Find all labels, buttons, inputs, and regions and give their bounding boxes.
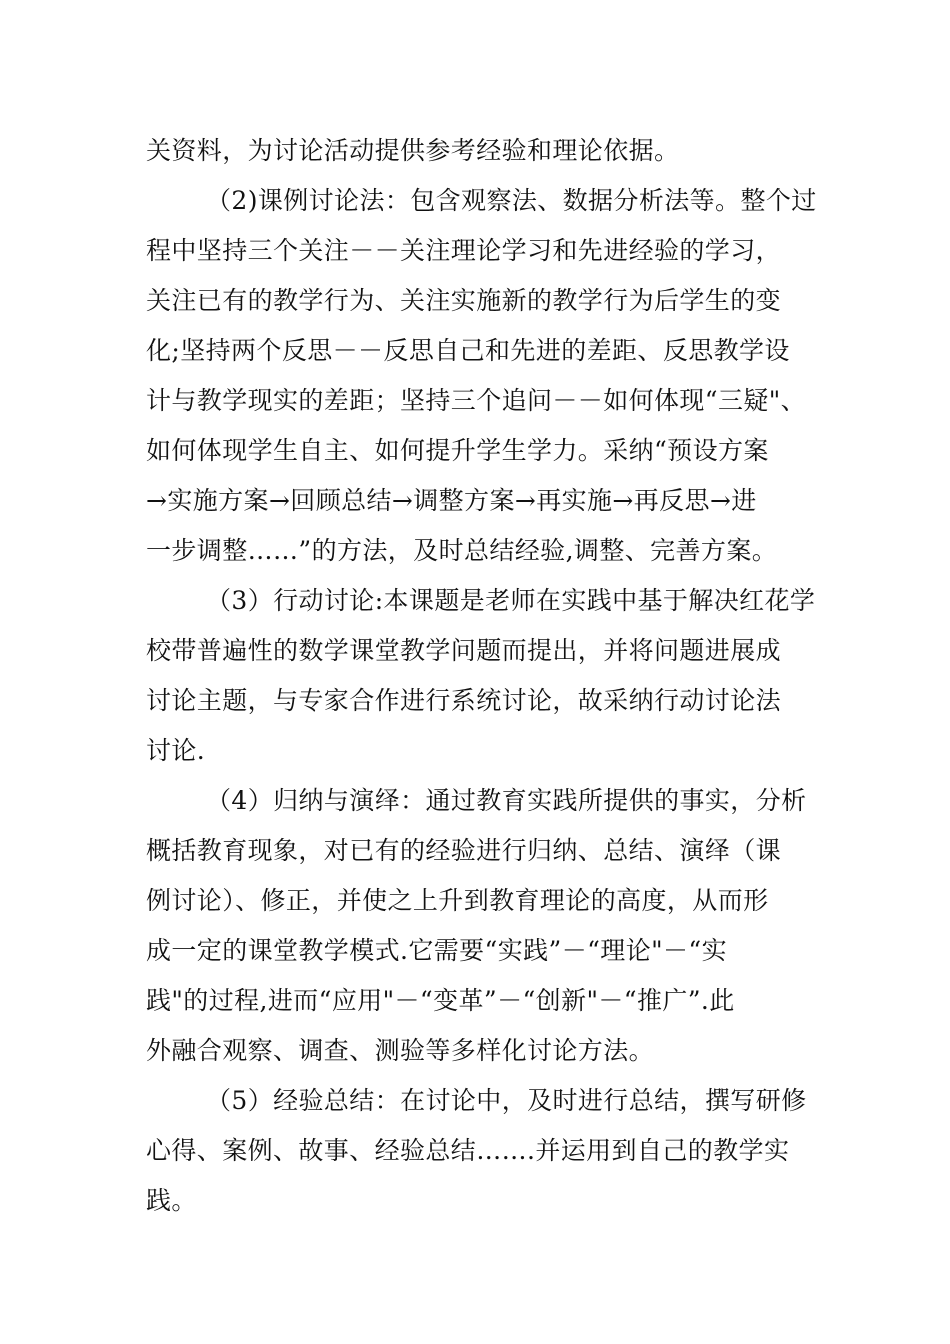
text-line: →实施方案→回顾总结→调整方案→再实施→再反思→进 (146, 486, 757, 515)
text-line: 校带普遍性的数学课堂教学问题而提出，并将问题进展成 (146, 636, 782, 665)
text-line: 讨论. (146, 736, 206, 765)
paragraph-5-start: （5）经验总结：在讨论中，及时进行总结，撰写研修 (206, 1086, 807, 1115)
text-line: 例讨论）、修正，并使之上升到教育理论的高度，从而形 (146, 886, 769, 915)
paragraph-4-start: （4）归纳与演绎：通过教育实践所提供的事实，分析 (206, 786, 807, 815)
text-line: 程中坚持三个关注－－关注理论学习和先进经验的学习， (146, 236, 782, 265)
text-line: 化;坚持两个反思－－反思自己和先进的差距、反思教学设 (146, 336, 790, 365)
text-line: 践"的过程,进而“应用"－“变革”－“创新"－“推广”.此 (146, 986, 735, 1015)
text-line: 关资料，为讨论活动提供参考经验和理论依据。 (146, 136, 680, 165)
text-line: 成一定的课堂教学模式.它需要“实践”－“理论"－“实 (146, 936, 727, 965)
text-line: 讨论主题，与专家合作进行系统讨论，故采纳行动讨论法 (146, 686, 782, 715)
text-line: 计与教学现实的差距；坚持三个追问－－如何体现“三疑"、 (146, 386, 807, 415)
paragraph-2-start: （2)课例讨论法：包含观察法、数据分析法等。整个过 (206, 186, 817, 215)
text-line: 概括教育现象，对已有的经验进行归纳、总结、演绎（课 (146, 836, 782, 865)
text-line: 心得、案例、故事、经验总结…….并运用到自己的教学实 (146, 1136, 790, 1165)
text-line: 关注已有的教学行为、关注实施新的教学行为后学生的变 (146, 286, 782, 315)
text-line: 践。 (146, 1186, 197, 1215)
text-line: 外融合观察、调查、测验等多样化讨论方法。 (146, 1036, 655, 1065)
paragraph-3-start: （3）行动讨论:本课题是老师在实践中基于解决红花学 (206, 586, 816, 615)
text-line: 一步调整……”的方法，及时总结经验,调整、完善方案。 (146, 536, 778, 565)
text-line: 如何体现学生自主、如何提升学生学力。采纳“预设方案 (146, 436, 769, 465)
